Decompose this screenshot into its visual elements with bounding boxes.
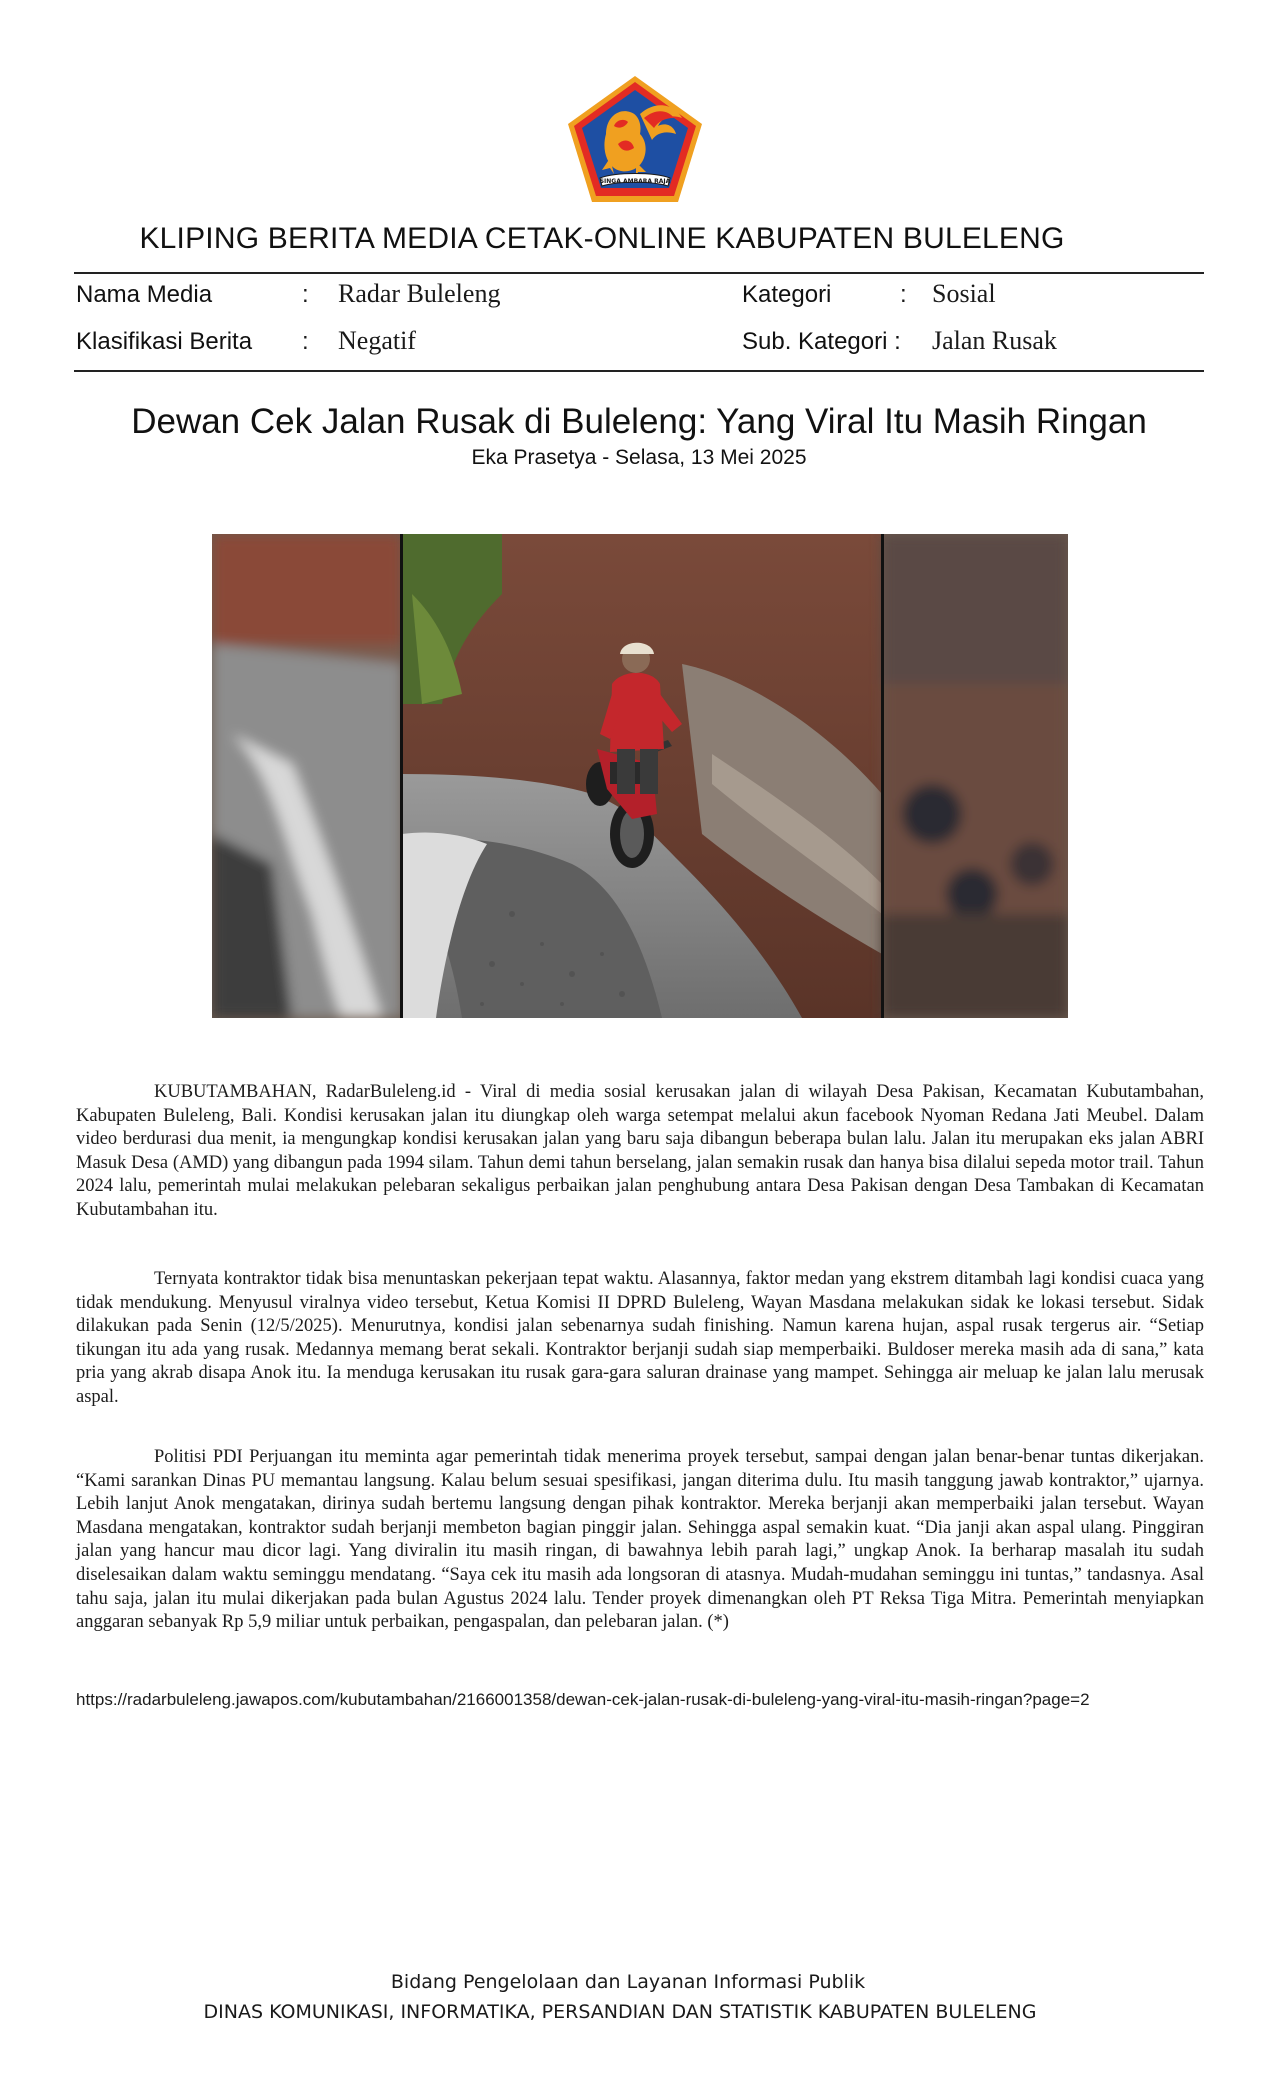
footer-office: DINAS KOMUNIKASI, INFORMATIKA, PERSANDIAN DAN STATISTIK KABUPATEN BULELENG bbox=[203, 2001, 1037, 2023]
article-byline: Eka Prasetya - Selasa, 13 Mei 2025 bbox=[471, 446, 807, 469]
footer-department: Bidang Pengelolaan dan Layanan Informasi Publik bbox=[390, 1971, 866, 1993]
article-paragraph-3: Politisi PDI Perjuangan itu meminta agar pemerintah tidak menerima proyek tersebut, sampai dengan jalan benar-benar tuntas dikerjakan. “Kami sarankan Dinas PU memantau langsung. Kalau belum sesuai spesifikasi, jangan diterima dulu. Itu masih tanggung jawab kontraktor,” ujarnya. Lebih lanjut Anok mengatakan, dirinya sudah bertemu langsung dengan pihak kontraktor. Mereka berjanji akan memperbaiki jalan tersebut. Wayan Masdana mengatakan, kontraktor sudah berjanji membeton bagian pinggir jalan. Sehingga aspal semakin kuat. “Dia janji akan aspal ulang. Pinggiran jalan yang hancur mau dicor lagi. Yang diviralin itu masih ringan, di bawahnya lebih parah lagi,” ungkap Anok. Ia berharap masalah itu sudah diselesaikan dalam waktu seminggu mendatang. “Saya cek itu masih ada longsoran di atasnya. Mudah-mudahan seminggu ini tuntas,” tandasnya. Asal tahu saja, jalan itu mulai dikerjakan pada bulan Agustus 2024 lalu. Tender proyek dimenangkan oleh PT Reksa Tiga Mitra. Pemerintah menyiapkan anggaran sebanyak Rp 5,9 miliar untuk perbaikan, pengaspalan, dan pelebaran jalan. (*) bbox=[76, 1447, 1204, 1633]
subkategori-value: Jalan Rusak bbox=[932, 326, 1057, 355]
klasifikasi-label: Klasifikasi Berita bbox=[76, 328, 253, 355]
logo-banner-text: SINGA AMBARA RAJA bbox=[599, 178, 671, 185]
article-paragraph-1: KUBUTAMBAHAN, RadarBuleleng.id - Viral di media sosial kerusakan jalan di wilayah Desa Pakisan, Kecamatan Kubutambahan, Kabupaten Buleleng, Bali. Kondisi kerusakan jalan itu diungkap oleh warga setempat melalui akun facebook Nyoman Redana Jati Meubel. Dalam video berdurasi dua menit, ia mengungkap kondisi kerusakan jalan yang baru saja dibangun beberapa bulan lalu. Jalan itu merupakan eks jalan ABRI Masuk Desa (AMD) yang dibangun pada 1994 silam. Tahun demi tahun berselang, jalan semakin rusak dan hanya bisa dilalui sepeda motor trail. Tahun 2024 lalu, pemerintah mulai melakukan pelebaran sekaligus perbaikan jalan penghubung antara Desa Pakisan dengan Desa Tambakan di Kecamatan Kubutambahan itu. bbox=[76, 1082, 1204, 1220]
source-url[interactable]: https://radarbuleleng.jawapos.com/kubutambahan/2166001358/dewan-cek-jalan-rusak-di-buleleng-yang-viral-itu-masih-ringan?page=2 bbox=[76, 1690, 1090, 1709]
media-separator: : bbox=[302, 281, 309, 308]
klasifikasi-separator: : bbox=[302, 328, 309, 355]
kategori-separator: : bbox=[900, 281, 907, 308]
article-photo bbox=[212, 534, 1068, 1018]
media-label: Nama Media bbox=[76, 281, 213, 308]
article-paragraph-2: Ternyata kontraktor tidak bisa menuntaskan pekerjaan tepat waktu. Alasannya, faktor medan yang ekstrem ditambah lagi kondisi cuaca yang tidak mendukung. Menyusul viralnya video tersebut, Ketua Komisi II DPRD Buleleng, Wayan Masdana melakukan sidak ke lokasi tersebut. Sidak dilakukan pada Senin (12/5/2025). Menurutnya, kondisi jalan sebenarnya sudah finishing. Namun karena hujan, aspal rusak tergerus air. “Setiap tikungan itu ada yang rusak. Medannya memang berat sekali. Kontraktor berjanji sudah siap memperbaiki. Buldoser mereka masih ada di sana,” kata pria yang akrab disapa Anok itu. Ia menduga kerusakan itu rusak gara-gara saluran drainase yang mampet. Sehingga air meluap ke jalan lalu merusak aspal. bbox=[76, 1269, 1204, 1407]
klasifikasi-value: Negatif bbox=[338, 326, 416, 355]
header-divider-bottom bbox=[74, 370, 1204, 372]
kategori-label: Kategori bbox=[742, 281, 832, 308]
article-headline: Dewan Cek Jalan Rusak di Buleleng: Yang Viral Itu Masih Ringan bbox=[131, 402, 1147, 441]
page-title: KLIPING BERITA MEDIA CETAK-ONLINE KABUPATEN BULELENG bbox=[139, 222, 1065, 255]
subkategori-label: Sub. Kategori : bbox=[742, 328, 901, 355]
kabupaten-buleleng-logo bbox=[566, 74, 704, 204]
media-value: Radar Buleleng bbox=[338, 279, 501, 308]
header-divider-top bbox=[74, 272, 1204, 274]
kategori-value: Sosial bbox=[932, 279, 996, 308]
